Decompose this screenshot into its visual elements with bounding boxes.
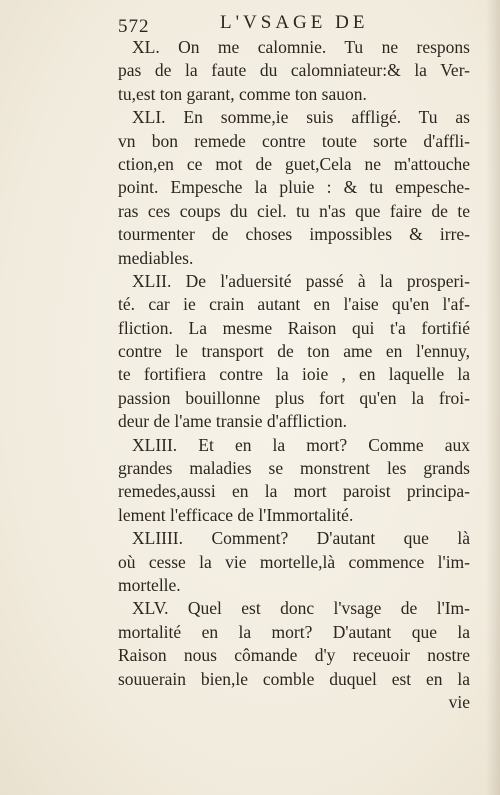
text-line: XLII. De l'aduersité passé à la prosperi- (132, 270, 470, 291)
text-line: où cesse la vie mortelle,là commence l'im- (118, 551, 470, 572)
text-line: XLIII. Et en la mort? Comme aux (132, 434, 470, 455)
text-line: remedes,aussi en la mort paroist principa- (118, 481, 470, 502)
text-line: mortelle. (118, 574, 181, 595)
text-line: Raison nous cômande d'y receuoir nostre (118, 645, 470, 666)
text-line: tourmenter de choses impossibles & irre- (118, 224, 470, 245)
text-line: tu,est ton garant, comme ton sauon. (118, 83, 367, 104)
text-line: vie (448, 691, 470, 712)
text-line: contre le transport de ton ame en l'ennuy, (118, 341, 470, 362)
page-number: 572 (118, 16, 150, 37)
text-line: te fortifiera contre la ioie , en laquelle la (118, 364, 470, 385)
text-line: mortalité en la mort? D'autant que la (118, 621, 470, 642)
text-line: XLIIII. Comment? D'autant que là (132, 528, 470, 549)
text-line: XL. On me calomnie. Tu ne respons (132, 37, 470, 57)
page-spine-shadow (486, 0, 500, 795)
text-line: ction,en ce mot de guet,Cela ne m'attouche (118, 153, 470, 174)
text-line: fliction. La mesme Raison qui t'a fortifié (118, 317, 470, 338)
text-line: souuerain bien,le comble duquel est en la (118, 668, 470, 689)
text-line: té. car ie crain autant en l'aise qu'en l'af- (118, 294, 470, 315)
page-header (112, 10, 482, 38)
running-head: L'VSAGE DE (220, 12, 369, 33)
text-line: grandes maladies se monstrent les grands (118, 458, 470, 479)
body-text (118, 36, 470, 714)
text-line: XLI. En somme,ie suis affligé. Tu as (132, 107, 470, 128)
text-line: passion bouillonne plus fort qu'en la froi- (118, 387, 470, 408)
text-line: deur de l'ame transie d'affliction. (118, 411, 348, 432)
text-line: pas de la faute du calomniateur:& la Ver- (118, 60, 470, 81)
text-line: lement l'efficace de l'Immortalité. (118, 504, 354, 525)
text-line: vn bon remede contre toute sorte d'affli- (118, 130, 470, 151)
text-line: mediables. (118, 247, 194, 268)
text-line: ras ces coups du ciel. tu n'as que faire de te (118, 200, 470, 221)
text-line: XLV. Quel est donc l'vsage de l'Im- (132, 598, 470, 619)
text-line: point. Empesche la pluie : & tu empesche- (118, 177, 470, 198)
